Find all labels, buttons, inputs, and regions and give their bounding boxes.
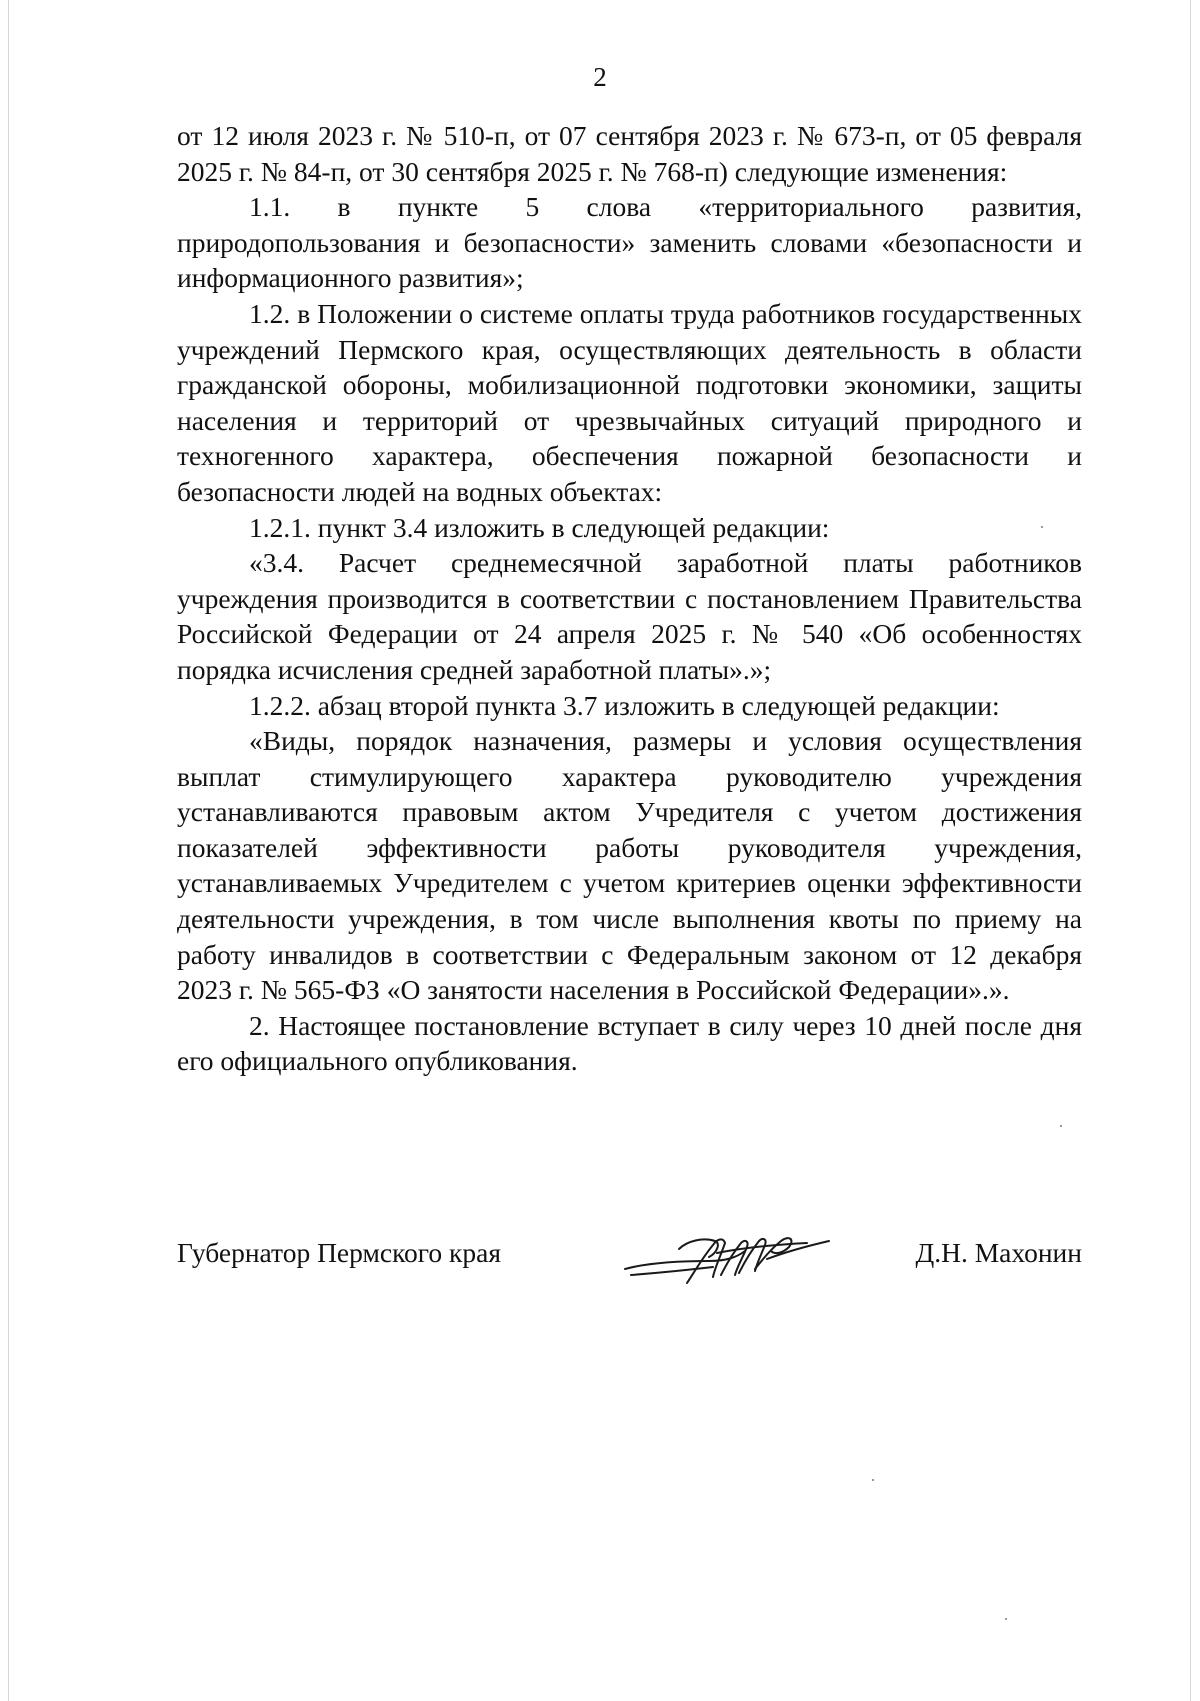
- paragraph-item-1-2-2: 1.2.2. абзац второй пункта 3.7 изложить в следующей редакции:: [249, 689, 1000, 721]
- document-body: [177, 118, 1082, 1079]
- paragraph-intro-continuation: от 12 июля 2023 г. № 510-п, от 07 сентября 2023 г. № 673-п, от 05 февраля 2025 г. № 84-п, от 30 сентября 2025 г. № 768-п) следующие изменения:: [177, 120, 1082, 187]
- paragraph-quote-3-7: «Виды, порядок назначения, размеры и условия осуществления выплат стимулирующего характера руководителю учреждения устанавливаются правовым актом Учредителя с учетом достижения показателей эффективности работы руководителя учреждения, устанавливаемых Учредителем с учетом критериев оценки эффективности деятельности учреждения, в том числе выполнения квоты по приему на работу инвалидов в соответствии с Федеральным законом от 12 декабря 2023 г. № 565-ФЗ «О занятости населения в Российской Федерации».».: [177, 725, 1082, 1006]
- scan-speck: [1005, 1618, 1007, 1620]
- scan-speck: [1060, 1125, 1062, 1127]
- scan-speck: [872, 1479, 874, 1481]
- signatory-title: Губернатор Пермского края: [177, 1237, 501, 1268]
- paragraph-item-1-2-1: 1.2.1. пункт 3.4 изложить в следующей редакции:: [249, 511, 830, 543]
- paragraph-item-1-1: 1.1. в пункте 5 слова «территориального развития, природопользования и безопасности» заменить словами «безопасности и информационного развития»;: [177, 191, 1082, 294]
- scan-edge-left: [8, 0, 9, 1701]
- paragraph-item-2: 2. Настоящее постановление вступает в силу через 10 дней после дня его официального опубликования.: [177, 1009, 1082, 1077]
- handwritten-signature: [617, 1223, 837, 1295]
- page-number: 2: [593, 62, 607, 92]
- paragraph-item-1-2: 1.2. в Положении о системе оплаты труда работников государственных учреждений Пермского края, осуществляющих деятельность в области гражданской обороны, мобилизационной подготовки экономики, защиты населения и территорий от чрезвычайных ситуаций природного и техногенного характера, обеспечения пожарной безопасности и безопасности людей на водных объектах:: [177, 297, 1082, 507]
- signatory-name: Д.Н. Махонин: [915, 1237, 1082, 1268]
- signature-block: [177, 1237, 1082, 1307]
- scan-edge-right: [1190, 0, 1191, 1701]
- scan-speck: [1041, 526, 1043, 528]
- paragraph-quote-3-4: «3.4. Расчет среднемесячной заработной платы работников учреждения производится в соответствии с постановлением Правительства Российской Федерации от 24 апреля 2025 г. № 540 «Об особенностях порядка исчисления средней заработной платы».»;: [177, 547, 1082, 685]
